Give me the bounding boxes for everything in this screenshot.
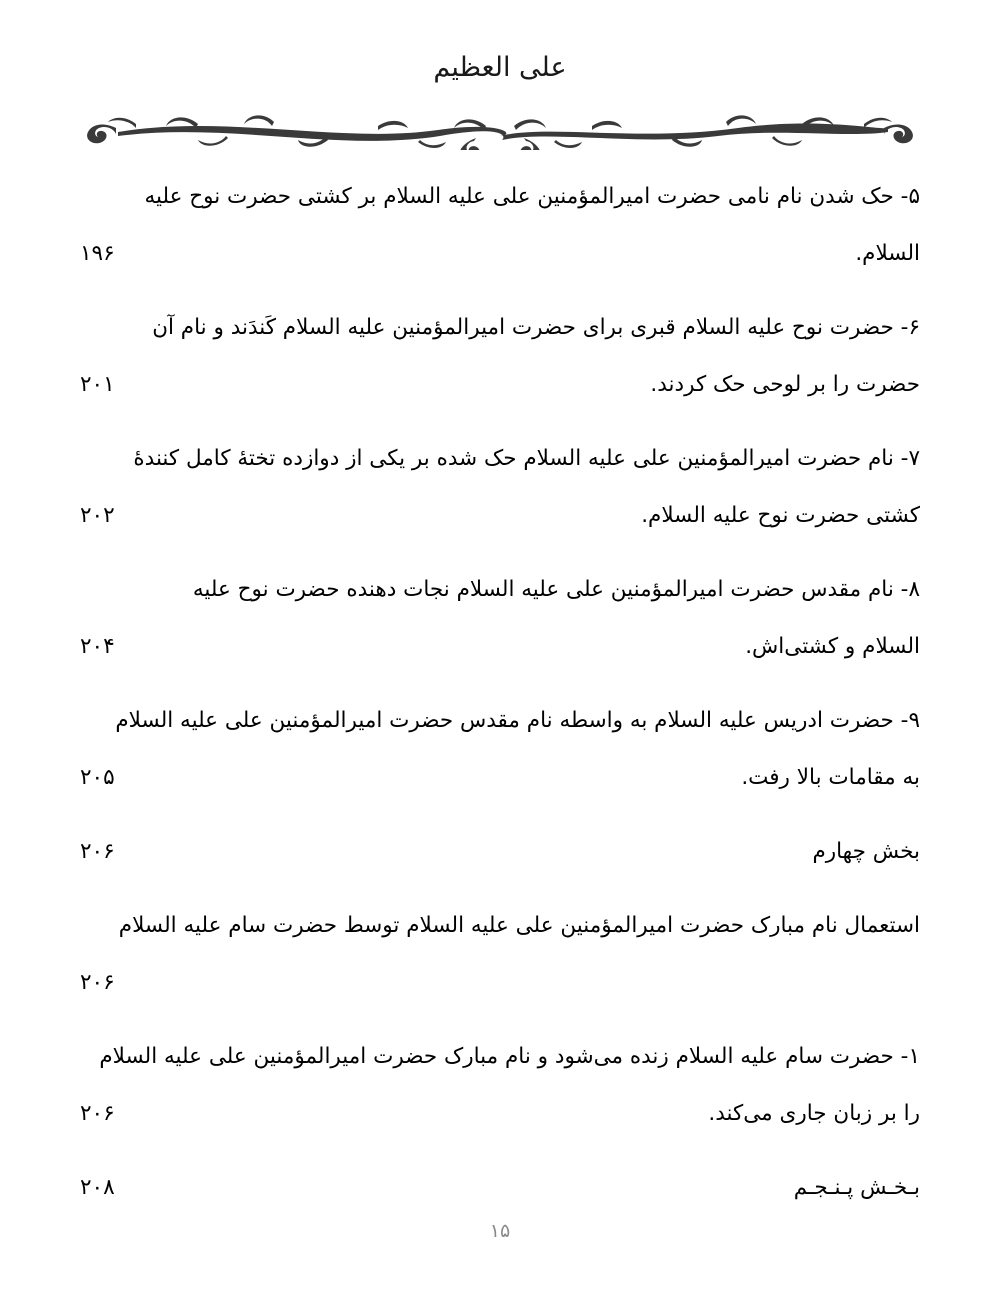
- toc-page-number: ۲۰۵: [80, 765, 115, 790]
- running-header-title: علی العظیم: [433, 52, 567, 83]
- toc-entry-tail-text: کشتی حضرت نوح علیه السلام.: [641, 503, 920, 528]
- toc-entry[interactable]: [80, 299, 920, 413]
- toc-section-leader-line: [80, 823, 920, 880]
- toc-section-heading[interactable]: [80, 823, 920, 880]
- toc-page-number: ۲۰۶: [80, 970, 115, 995]
- toc-entry-leader-line: [80, 356, 920, 413]
- toc-entry-text-line: [80, 561, 920, 618]
- floral-swirl-divider-icon: [78, 104, 922, 150]
- toc-page-number: ۲۰۱: [80, 372, 115, 397]
- toc-entry-tail-text: به مقامات بالا رفت.: [741, 765, 920, 790]
- toc-page-number: ۲۰۶: [80, 839, 115, 864]
- toc-entry-tail-text: حضرت را بر لوحی حک کردند.: [650, 372, 920, 397]
- toc-section-description-leader-line: [80, 954, 920, 1011]
- page-footer-number: ۱۵: [489, 1220, 511, 1242]
- toc-entry-text: ۸- نام مقدس حضرت امیرالمؤمنین علی علیه السلام نجات دهنده حضرت نوح علیه: [192, 577, 920, 602]
- toc-entry-tail-text: را بر زبان جاری می‌کند.: [708, 1101, 920, 1126]
- dot-leader: [117, 763, 740, 785]
- dot-leader: [117, 1099, 707, 1121]
- toc-section-heading[interactable]: [80, 1159, 920, 1216]
- toc-entry-tail-text: السلام.: [855, 241, 920, 266]
- dot-leader: [117, 968, 918, 990]
- toc-entry-text-line: ۱- حضرت سام علیه السلام زنده می‌شود و نام مبارک حضرت امیرالمؤمنین علی علیه السلام: [99, 1044, 920, 1069]
- toc-page-number: ۲۰۴: [80, 634, 115, 659]
- toc-section-title: بـخـش پـنـجـم: [793, 1175, 920, 1200]
- toc-section-description-line: استعمال نام مبارک حضرت امیرالمؤمنین علی علیه السلام توسط حضرت سام علیه السلام: [118, 913, 920, 938]
- toc-section-description[interactable]: [80, 897, 920, 1011]
- toc-entry[interactable]: [80, 168, 920, 282]
- toc-section-description-text: [80, 897, 920, 954]
- toc-page-number: ۱۹۶: [80, 241, 115, 266]
- toc-entry-text-line: ۷- نام حضرت امیرالمؤمنین علی علیه السلام حک شده بر یکی از دوازده تختهٔ کامل کنندهٔ: [133, 446, 920, 471]
- dot-leader: [117, 1173, 792, 1195]
- toc-page-number: ۲۰۸: [80, 1175, 115, 1200]
- toc-section-title: بخش چهارم: [812, 839, 920, 864]
- toc-entry-leader-line: [80, 749, 920, 806]
- toc-entry-leader-line: [80, 225, 920, 282]
- toc-entry[interactable]: [80, 430, 920, 544]
- toc-entry[interactable]: [80, 1028, 920, 1142]
- toc-entry-text-line: ۶- حضرت نوح علیه السلام قبری برای حضرت امیرالمؤمنین علیه السلام کَندَند و نام آن: [152, 315, 920, 340]
- toc-entry-text-line: ۹- حضرت ادریس علیه السلام به واسطه نام مقدس حضرت امیرالمؤمنین علی علیه السلام: [115, 708, 920, 733]
- table-of-contents: [80, 168, 920, 1233]
- dot-leader: [117, 501, 640, 523]
- dot-leader: [117, 239, 854, 261]
- toc-section-leader-line: [80, 1159, 920, 1216]
- toc-entry-leader-line: [80, 618, 920, 675]
- dot-leader: [117, 370, 649, 392]
- toc-entry-text-line: ۵- حک شدن نام نامی حضرت امیرالمؤمنین علی علیه السلام بر کشتی حضرت نوح علیه: [144, 184, 920, 209]
- toc-entry[interactable]: [80, 692, 920, 806]
- toc-entry-leader-line: [80, 1085, 920, 1142]
- dot-leader: [117, 632, 744, 654]
- toc-entry[interactable]: [80, 561, 920, 675]
- dot-leader: [117, 837, 811, 859]
- toc-page-number: ۲۰۶: [80, 1101, 115, 1126]
- toc-entry-leader-line: [80, 487, 920, 544]
- toc-page-number: ۲۰۲: [80, 503, 115, 528]
- toc-entry-tail-text: السلام و کشتی‌اش.: [745, 634, 920, 659]
